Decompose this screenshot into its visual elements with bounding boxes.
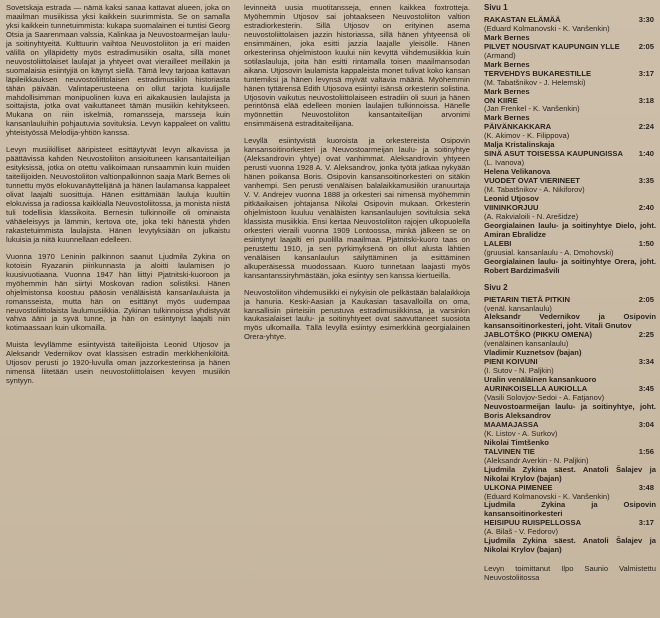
track-title: TERVEHDYS BUKARESTILLE	[484, 68, 592, 78]
track-title: PÄIVÄNKAKKARA	[484, 122, 552, 132]
paragraph: Levyllä esiintyvistä kuoroista ja orkestereista Osipovin kansansoitinorkesteri ja Neuvostoarmeijan laulu- ja soitinyhtye (Aleksandrovin yhtye) ovat vanhimmat. Aleksandrovin yhtyeen perusti vuonna 1928 A. V. Aleksandrov, jonka työtä jatkaa nykyään hänen poikansa Boris. Osipovin kansansoitinorkesteri on sitäkin vanhempi. Sen perusti venäläisen balalaikkamusiikin uranuurtaja V. V. Andrejev vuonna 1888 ja orkesteri sai nimensä myöhemmin pitkäaikaisen johtajansa Nikolai Osipovin mukaan. Orkesterin ohjelmistoon kuuluu venäläisten kansanlaulujen sovituksia sekä klassista musiikkia. Ensi kertaa Neuvostoliiton rajojen ulkopuolella orkesteri vieraili vuonna 1909 Lontoossa, minkä jälkeen se on esiintynyt laajalti eri puolilla maailmaa. Pjatnitski-kuoro taas on perustettu 1910, ja sen pyrkimyksenä on ollut alusta lähtien venäläisen kansanlaulun säilyttäminen ja esittäminen alkuperäisessä muodossaan. Kuoro tunnetaan laajasti myös kansantanssiryhmästään, joka esiintyy sen kanssa kiertueilla.	[244, 136, 470, 280]
track-duration: 2:24	[638, 122, 654, 132]
article-column-2	[244, 4, 470, 350]
track-performer: Ljudmila Zykina säest. Anatoli Šalajev ja Nikolai Krylov (bajan)	[484, 464, 656, 483]
track-item	[484, 177, 656, 204]
track-duration: 2:05	[638, 294, 654, 304]
track-item	[484, 358, 656, 385]
track-credit: (A. Bilaš - V. Fedorov)	[484, 527, 558, 537]
track-credit: (M. Tabatšnikov - J. Helemski)	[484, 77, 586, 87]
track-credit: (A. Rakvialoili - N. Arešidze)	[484, 211, 579, 221]
track-title: PILVET NOUSIVAT KAUPUNGIN YLLE	[484, 41, 620, 51]
track-credit: (gruusial. kansanlaulu - A. Dmohovski)	[484, 247, 614, 257]
track-performer: Vladimir Kuznetsov (bajan)	[484, 348, 582, 358]
paragraph: Vuonna 1970 Leninin palkinnon saanut Ljudmila Zykina on kotoisin Ryazanin piirikunnasta ja aloitti laulamisen jo kuusivuotiaana. Vuonna 1947 hän liittyi Pjatnitski-kuoroon ja myöhemmin hän siirtyi Moskovan radion solistiksi. Hänen ohjelmistonsa koostuu pääosin venäläisistä kansanlauluista ja romansseista, mutta hän on esittänyt myös uudempaa neuvostoliittolaista laulumusiikkia. Zykinan tulkinnoissa yhdistyvät vahva ääni ja syvä tunne, ja hän on esiintynyt laajalti niin kotimaassaan kuin ulkomailla.	[6, 251, 230, 333]
paragraph: Levyn musiikilliset ääripisteet esittäytyvät levyn alkavissa ja päättävissä kahden Neuvostoliiton ansioituneen kansantaiteilijan esityksissä, jotka on otettu valikoimaan runsaammin kuin muiden taiteilijoiden. Neuvostoliiton valtionpalkinnon saaja Mark Bernes oli tunnettu myös elokuvanäyttelijänä ja hänen laulamansa kappaleet olivat laajalti suosittuja. Hänen esittämiään lauluja kuultiin elokuvissa ja radiossa kaikkialla Neuvostoliitossa, ja monista niistä tuli todellisia klassikoita. Bernesin tulkinnoille oli ominaista vähäeleisyys ja lämmin, kertova ote, joka teki hänestä yhden rakastetuimmista laulajista. Hänen levytyksiään on julkaistu lukuisia ja niitä kuunnellaan edelleen.	[6, 145, 230, 244]
track-item	[484, 331, 656, 358]
article-column-1	[6, 4, 230, 394]
track-item	[484, 150, 656, 177]
side-1-title: Sivu 1	[484, 3, 508, 12]
track-title: SINÄ ASUT TOISESSA KAUPUNGISSA	[484, 149, 623, 159]
side-2-tracklist	[484, 296, 656, 556]
track-performer: Georgialainen laulu- ja soitinyhtye Dielo, joht. Amiran Ebralidze	[484, 220, 656, 239]
track-credit: (M. Tabatšnikov - A. Nikiforov)	[484, 185, 585, 195]
track-performer: Mark Bernes	[484, 86, 530, 96]
track-title: PIETARIN TIETÄ PITKIN	[484, 294, 570, 304]
track-item	[484, 70, 656, 97]
track-credit: (I. Sutov - N. Paljkin)	[484, 366, 554, 376]
track-title: AURINKOISELLA AUKIOLLA	[484, 384, 588, 394]
track-performer: Mark Bernes	[484, 113, 530, 123]
side-2-title: Sivu 2	[484, 282, 508, 292]
track-duration: 3:48	[638, 482, 654, 492]
track-duration: 3:34	[638, 357, 654, 367]
side-1-tracklist	[484, 16, 656, 276]
track-performer: Nikolai Timtšenko	[484, 437, 549, 447]
track-duration: 3:35	[638, 176, 654, 186]
track-duration: 1:40	[638, 149, 654, 159]
track-performer: Uralin venäläinen kansankuoro	[484, 375, 597, 385]
track-performer: Ljudmila Zykina säest. Anatoli Šalajev ja Nikolai Krylov (bajan)	[484, 536, 656, 555]
track-performer: Mark Bernes	[484, 32, 530, 42]
track-performer: Ljudmila Zykina ja Osipovin kansansoitinorkesteri	[484, 500, 656, 519]
track-credit: (Eduard Kolmanovski - K. Vanšenkin)	[484, 491, 610, 501]
track-item	[484, 519, 656, 555]
track-title: ON KIIRE	[484, 95, 518, 105]
paragraph: Sovetskaja estrada — nämä kaksi sanaa kattavat alueen, joka on maailman musiikissa yksi kaikkein suurimmista. Se on samalla yksi kaikkein tunnetuimmista: kukapa suomalainen ei tuntisi Georg Otsia ja Saarenmaan valssia, Kalinkaa ja Neuvostoarmeijan laulu- ja soitinyhtyeitä. Kulttuurin vaihtoa Neuvostoliiton ja eri maiden välillä on ylläpidetty myös estradimusiikin osalta, sillä monet neuvostoliittolaiset laulajat ja yhtyeet ovat vierailleet meilläkin ja suomalaisia esiintyjiä on käynyt siellä. Tämä levy tarjoaa kattavan läpileikkauksen neuvostoliittolaisen estradimusiikin historiasta tähän päivään. Valintaperusteena on ollut tarjota kuulijalle mahdollisimman monipuolinen kuva eri aikakausien laulajista ja soittajista, jotka ovat vaikuttaneet tämän musiikin kehitykseen. Mukana on niin iskelmiä, romansseja, marsseja kuin kansanlauluihin pohjautuvia sovituksia. Levyn kappaleet on valittu yhteistyössä Melodija-yhtiön kanssa.	[6, 3, 230, 138]
track-performer: Mark Bernes	[484, 59, 530, 69]
track-credit: (Aleksandr Averkin - N. Paljkin)	[484, 455, 589, 465]
paragraph: Neuvostoliiton vihdemusiikki ei nykyisin ole pelkästään balalaikkoja ja hanuria. Keski-Aasian ja Kaukasian tasavalloilla on oma, kansallisiin piirteisiin perustuva estradimusiikkinsa, ja varsinkin kaukasialaiset laulu- ja soitinyhtyeet ovat saavuttaneet suosiota myös ulkomailla. Tällä levyllä esiintyy esimerkkinä georgialainen Orera-yhtye.	[244, 287, 470, 342]
track-title: HEISIPUU RUISPELLOSSA	[484, 518, 582, 528]
track-duration: 2:05	[638, 41, 654, 51]
track-item	[484, 421, 656, 448]
track-title: LALEBI	[484, 238, 512, 248]
track-credit: (Eduard Kolmanovski - K. Vanšenkin)	[484, 23, 610, 33]
track-title: RAKASTAN ELÄMÄÄ	[484, 14, 561, 24]
track-duration: 3:18	[638, 95, 654, 105]
paragraph: Muista levyllämme esiintyvistä taiteilijoista Leonid Utjosov ja Aleksandr Vedernikov ovat klassisen estradin merkkihenkilöitä. Utjosov perusti jo 1920-luvulla oman jazzorkesterinsa ja hänen nimensä liitetään usein neuvostoliittolaisen kevyen musiikin syntyyn.	[6, 340, 230, 386]
track-duration: 3:04	[638, 419, 654, 429]
track-performer: Helena Velikanova	[484, 167, 551, 177]
track-duration: 1:56	[638, 446, 654, 456]
track-item	[484, 97, 656, 124]
track-item	[484, 16, 656, 43]
track-duration: 3:30	[638, 14, 654, 24]
track-title: VIININKORJUU	[484, 202, 539, 212]
track-item	[484, 43, 656, 70]
track-item	[484, 296, 656, 332]
track-duration: 2:25	[638, 330, 654, 340]
track-duration: 1:50	[638, 238, 654, 248]
track-performer: Aleksandr Vedernikov ja Osipovin kansansoitinorkesteri, joht. Vitali Gnutov	[484, 312, 656, 331]
track-credit: (venäläinen kansanlaulu)	[484, 339, 569, 349]
track-duration: 3:17	[638, 68, 654, 78]
tracklist-column	[484, 4, 656, 583]
track-credit: (Armand)	[484, 50, 516, 60]
paragraph: levinneitä uusia muotitansseja, ennen kaikkea foxtrotteja. Myöhemmin Utjosov sai johtaakseen Neuvostoliiton valtion estradiorkesterin. Sillä Utjosov on erityinen asema neuvostoliittolaisen jazzin historiassa, sillä hänen yhtyeensä oli ensimmäinen, joka esitti jazzia laajalle yleisölle. Hänen orkesterinsa ohjelmistoon kuului niin kevyttä viihdemusiikkia kuin sotilaslauluja, joita hän esitti rintamalla toisen maailmansodan aikana. Utjosovin laulamista kappaleista monet tulivat koko kansan tuntemiksi ja hänen levynsä myivät valtavia määriä. Myöhemmin hänen tyttärensä Edith Utjosova esiintyi isänsä orkesterin solistina. Utjosovin vaikutus neuvostoliittolaiseen estradiin oli suuri ja hänen perintönsä elää edelleen monien laulajien tulkinnoissa. Hänelle myönnettiin Neuvostoliiton kansantaiteilijan arvonimi ensimmäisenä estraditaiteilijana.	[244, 3, 470, 129]
track-credit: (Vasili Solovjov-Sedoi - A. Fatjanov)	[484, 393, 605, 403]
credits-footer: Levyn toimittanut Ilpo Saunio Valmistettu Neuvostoliitossa	[484, 564, 656, 583]
track-item	[484, 448, 656, 484]
track-item	[484, 385, 656, 421]
track-title: MAAMAJASSA	[484, 419, 539, 429]
track-title: ULKONA PIMENEE	[484, 482, 553, 492]
track-duration: 3:45	[638, 384, 654, 394]
track-title: JABLOTŠKO (PIKKU OMENA)	[484, 330, 592, 340]
track-title: PIENI KOIVUNI	[484, 357, 538, 367]
track-title: VUODET OVAT VIERINEET	[484, 176, 580, 186]
track-performer: Malja Kristalinskaja	[484, 140, 555, 150]
track-title: TALVINEN TIE	[484, 446, 535, 456]
track-credit: (L. Ivanova)	[484, 158, 525, 168]
track-performer: Neuvostoarmeijan laulu- ja soitinyhtye, joht. Boris Aleksandrov	[484, 401, 656, 420]
track-item	[484, 123, 656, 150]
track-credit: (K. Listov - A. Surkov)	[484, 428, 558, 438]
track-duration: 3:17	[638, 518, 654, 528]
track-performer: Georgialainen laulu- ja soitinyhtye Orera, joht. Robert Bardzimašvili	[484, 256, 656, 275]
track-duration: 2:40	[638, 202, 654, 212]
track-performer: Leonid Utjosov	[484, 194, 539, 204]
track-item	[484, 484, 656, 520]
track-credit: (Jan Frenkel - K. Vanšenkin)	[484, 104, 580, 114]
track-item	[484, 240, 656, 276]
track-item	[484, 204, 656, 240]
track-credit: (K. Akimov - K. Filippova)	[484, 131, 570, 141]
track-credit: (venäl. kansanlaulu)	[484, 303, 552, 313]
